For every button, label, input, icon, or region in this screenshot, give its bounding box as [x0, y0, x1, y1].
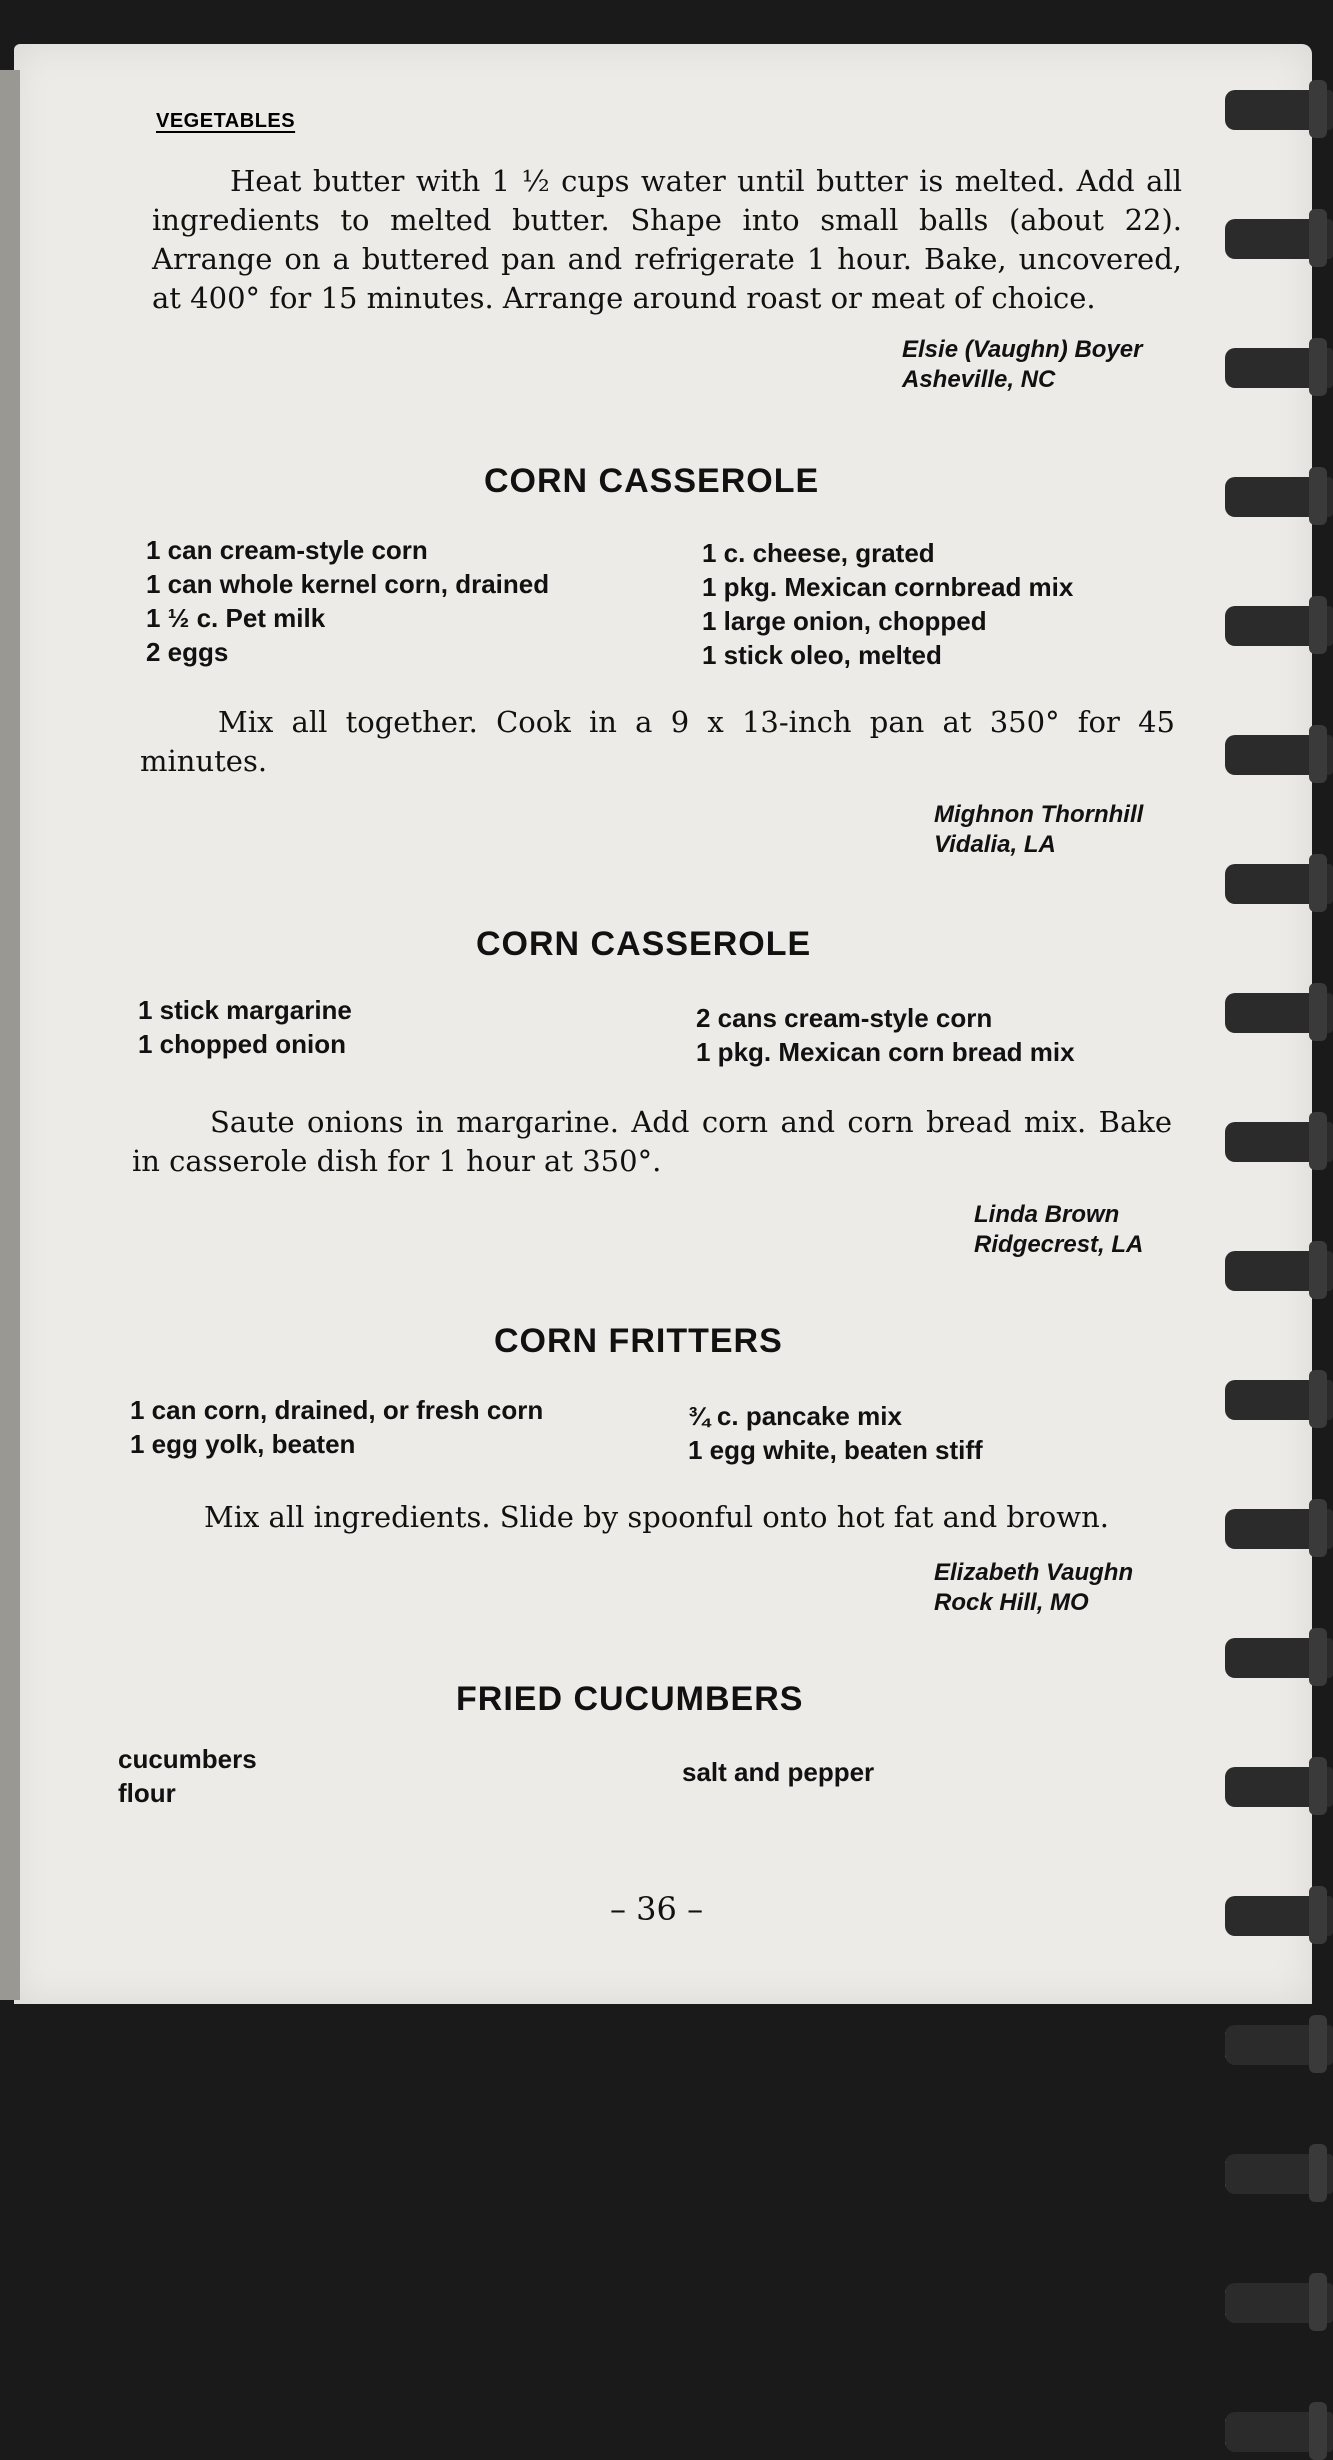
- ingredient: 1 can cream-style corn: [146, 535, 428, 565]
- recipe-credit: [974, 1200, 1143, 1260]
- ingredient: salt and pepper: [682, 1757, 875, 1787]
- intro-credit: [902, 335, 1143, 395]
- ingredient: 2 cans cream-style corn: [696, 1003, 993, 1033]
- credit-name: Elizabeth Vaughn: [934, 1559, 1134, 1586]
- ingredient: 1 egg yolk, beaten: [130, 1429, 356, 1459]
- ingredients-right: [696, 1001, 1075, 1069]
- ingredients-left: [146, 533, 549, 669]
- ingredients-right: [688, 1399, 983, 1467]
- recipe-title: CORN FRITTERS: [494, 1322, 783, 1360]
- section-header: VEGETABLES: [156, 110, 296, 132]
- ingredient: 1 can corn, drained, or fresh corn: [130, 1395, 544, 1425]
- ingredient: 1 large onion, chopped: [702, 606, 987, 636]
- ingredient: cucumbers: [118, 1744, 257, 1774]
- ingredient: 1 stick margarine: [138, 995, 352, 1025]
- ingredient: 1 pkg. Mexican corn bread mix: [696, 1037, 1075, 1067]
- ingredient: 1 egg white, beaten stiff: [688, 1435, 983, 1465]
- recipe-directions: Saute onions in margarine. Add corn and corn bread mix. Bake in casserole dish for 1 hour at 350°.: [132, 1105, 1172, 1178]
- ingredient: 1 ½ c. Pet milk: [146, 603, 326, 633]
- recipe-credit: [934, 1558, 1133, 1618]
- recipe-credit: [934, 800, 1143, 860]
- ingredients-left: [138, 993, 352, 1061]
- ingredients-left: [130, 1393, 543, 1461]
- ingredient: 1 stick oleo, melted: [702, 640, 942, 670]
- recipe-title: CORN CASSEROLE: [476, 925, 812, 963]
- credit-name: Linda Brown: [974, 1201, 1120, 1228]
- ingredient: 2 eggs: [146, 637, 229, 667]
- recipe-title: CORN CASSEROLE: [484, 462, 820, 500]
- ingredient: 1 c. cheese, grated: [702, 538, 935, 568]
- spiral-coil: [1225, 2015, 1333, 2073]
- recipe-directions: Mix all ingredients. Slide by spoonful onto hot fat and brown.: [204, 1500, 1109, 1534]
- ingredient: ¾ c. pancake mix: [688, 1401, 902, 1431]
- ingredients-left: [118, 1742, 257, 1810]
- ingredient: 1 chopped onion: [138, 1029, 346, 1059]
- ingredients-right: [702, 536, 1073, 672]
- credit-name: Elsie (Vaughn) Boyer: [902, 336, 1143, 363]
- spiral-coil: [1225, 2273, 1333, 2331]
- spiral-coil: [1225, 2402, 1333, 2460]
- ingredient: flour: [118, 1778, 176, 1808]
- credit-place: Asheville, NC: [902, 366, 1056, 393]
- spiral-coil: [1225, 2144, 1333, 2202]
- ingredients-right: [682, 1755, 874, 1789]
- credit-place: Vidalia, LA: [934, 831, 1056, 858]
- credit-name: Mighnon Thornhill: [934, 801, 1144, 828]
- ingredient: 1 pkg. Mexican cornbread mix: [702, 572, 1074, 602]
- page-number: – 36 –: [610, 1890, 704, 1928]
- intro-directions: Heat butter with 1 ½ cups water until butter is melted. Add all ingredients to melted butter. Shape into small balls (about 22). Arrange on a buttered pan and refrigerate 1 hour. Bake, uncovered, at 400° for 15 minutes. Arrange around roast or meat of choice.: [152, 164, 1182, 315]
- credit-place: Ridgecrest, LA: [974, 1231, 1144, 1258]
- recipe-directions: Mix all together. Cook in a 9 x 13-inch pan at 350° for 45 minutes.: [140, 705, 1175, 778]
- recipe-title: FRIED CUCUMBERS: [456, 1680, 804, 1718]
- credit-place: Rock Hill, MO: [934, 1589, 1089, 1616]
- ingredient: 1 can whole kernel corn, drained: [146, 569, 550, 599]
